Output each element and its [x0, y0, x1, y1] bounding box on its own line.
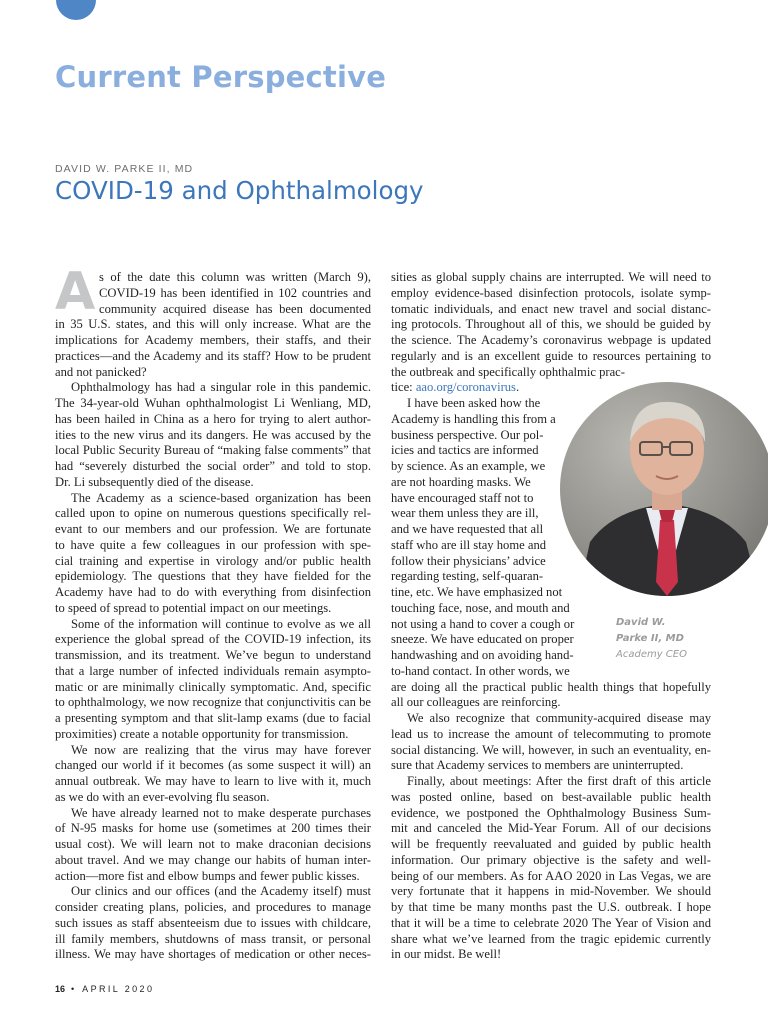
text-line: regarding testing, self-quaran-: [391, 569, 544, 584]
text-line: The Academy as a science-based organization has been: [71, 490, 371, 505]
caption-name-line2: Parke II, MD: [616, 633, 684, 644]
text-line: share what we’ve learned from the tragic epidemic currently: [391, 931, 711, 946]
text-line: evant to our members and our profession. We are fortunate: [55, 522, 371, 536]
text-line: sities as global supply chains are interrupted. We will need to: [391, 270, 711, 284]
text-line: matic or are minimally clinically symptomatic. And, specific: [55, 679, 371, 694]
text-line: very fortunate that it happens in mid-November. We should: [391, 884, 711, 899]
text-line: tine, etc. We have emphasized not: [391, 585, 563, 599]
text-line: illness. We may have shortages of medication or other neces-: [55, 947, 371, 962]
text-line: Academy is handling this from a: [391, 411, 556, 426]
corner-dot-decoration: [56, 0, 96, 20]
text-line: in 35 U.S. states, and this will only increase. What are the: [55, 317, 371, 332]
text-line: the outbreak and specifically ophthalmic prac-: [391, 364, 625, 379]
text-line: proximities) create a notable opportunity for transmission.: [55, 726, 349, 741]
text-line: community acquired disease has been documented: [99, 301, 371, 316]
text-line: evidence, we postponed the Ophthalmology Business Sum-: [391, 805, 711, 820]
text-fragment: tice:: [391, 380, 416, 395]
page-footer: [55, 984, 154, 994]
text-line: information. Our primary objective is the safety and well-: [391, 852, 711, 867]
text-line: mit and canceled the Mid-Year Forum. All of our decisions: [391, 821, 711, 836]
text-line: consider creating plans, policies, and procedures to manage: [55, 900, 371, 914]
text-line: annual outbreak. We may have to learn to live with it, much: [55, 774, 371, 788]
text-line: to have quite a few colleagues in our profession with spe-: [55, 537, 371, 552]
text-line: touching face, nose, and mouth and: [391, 600, 570, 615]
text-line: social distancing. We will, however, in such an eventuality, en-: [391, 742, 711, 757]
text-line: are not hoarding masks. We: [391, 474, 531, 489]
text-line: was posted online, based on best-available public health: [391, 789, 711, 804]
text-line: staff who are ill stay home and: [391, 537, 547, 552]
text-line: ities to the new virus and its dangers. He was accused by the: [55, 427, 371, 442]
text-line: have encouraged staff not to: [391, 490, 534, 505]
text-line: business perspective. Our pol-: [391, 427, 544, 442]
text-line: wear them unless they are ill,: [391, 506, 539, 521]
text-line: changed our world if it becomes (as some suspect it will) an: [55, 758, 371, 773]
text-line: implications for Academy members, their staffs, and their: [55, 333, 371, 347]
text-line: cial training and expertise in virology and/or public health: [55, 553, 371, 568]
text-line: by science. As an example, we: [391, 459, 546, 473]
text-line: in our midst. Be well!: [391, 947, 502, 962]
caption-role: Academy CEO: [616, 649, 687, 660]
text-line: and we have requested that all: [391, 522, 544, 536]
text-line: sure that Academy services to members are uninterrupted.: [391, 758, 684, 773]
link-suffix: .: [515, 380, 520, 395]
text-line: local Public Security Bureau of “making false comments” that: [55, 443, 371, 458]
text-line: handwashing and on avoiding hand-: [391, 648, 574, 662]
text-line: Ophthalmology has had a singular role in this pandemic.: [71, 380, 371, 395]
text-line: are doing all the practical public health things that hopefully: [391, 679, 711, 694]
author-byline: DAVID W. PARKE II, MD: [55, 163, 194, 175]
text-line: lead us to increase the amount of telecommuting to promote: [391, 726, 711, 741]
drop-cap: A: [55, 262, 96, 322]
text-line: ing protocols. Throughout all of this, we should be guided by: [391, 317, 711, 332]
article-title: COVID-19 and Ophthalmology: [55, 176, 424, 205]
coronavirus-link[interactable]: aao.org/coronavirus: [415, 380, 516, 395]
text-line: follow their physicians’ advice: [391, 553, 546, 568]
footer-separator: •: [71, 984, 75, 994]
text-line: employ evidence-based disinfection protocols, isolate symp-: [391, 285, 711, 300]
text-line: about travel. And we may change our habits of human inter-: [55, 852, 371, 867]
text-line: We also recognize that community-acquired disease may: [407, 711, 711, 725]
text-line: will be frequently reevaluated and guided by public health: [391, 837, 711, 851]
text-line: sneeze. We have educated on proper: [391, 632, 574, 647]
text-line: experience the global spread of the COVID-19 infection, its: [55, 632, 371, 647]
author-photo: [560, 382, 768, 596]
text-line: that it will be a time to celebrate 2020 The Year of Vision and: [391, 915, 711, 930]
text-line: action—more fist and elbow bumps and fewer public kisses.: [55, 868, 360, 883]
text-line: I have been asked how the: [407, 396, 541, 410]
text-line: being of our members. As for AAO 2020 in Las Vegas, we are: [391, 868, 711, 883]
text-line: that a large number of infected individuals remain asympto-: [55, 663, 371, 678]
text-line: as we do with an ever-evolving flu season.: [55, 789, 270, 804]
text-line: usual cost). We will learn not to make draconian decisions: [55, 837, 371, 851]
text-line: of N-95 masks for home use (sometimes at 200 times their: [55, 821, 371, 836]
text-line: a presenting symptom and that slit-lamp exams (due to facial: [55, 711, 371, 725]
text-line: We have already learned not to make desperate purchases: [71, 805, 371, 820]
text-line: tomatic individuals, and enact new travel and social distanc-: [391, 301, 711, 316]
text-line: regularly and is an excellent guide to resources pertaining to: [391, 348, 711, 363]
text-line: Academy have had to do with everything from disinfection: [55, 585, 371, 599]
text-line: COVID-19 has been identified in 102 countries and: [99, 285, 371, 300]
text-line: The 34-year-old Wuhan ophthalmologist Li Wenliang, MD,: [55, 396, 371, 410]
issue-date: APRIL 2020: [82, 984, 155, 994]
text-line: has been hailed in China as a hero for trying to alert author-: [55, 411, 371, 426]
text-line: not using a hand to cover a cough or: [391, 616, 575, 631]
text-line: to ophthalmology, we now recognize that conjunctivitis can be: [55, 695, 371, 710]
article-left-column: [55, 270, 371, 963]
text-line: had “severely disturbed the social order” and told to stop.: [55, 459, 371, 473]
text-line: by that time be many months past the U.S. outbreak. I hope: [391, 900, 711, 914]
text-line: s of the date this column was written (March 9),: [99, 270, 371, 284]
caption-name-line1: David W.: [616, 617, 666, 628]
photo-caption: [616, 615, 687, 663]
text-line: to-hand contact. In other words, we: [391, 663, 570, 678]
text-line: icies and tactics are informed: [391, 443, 539, 458]
text-line: called upon to opine on numerous questions specifically rel-: [55, 506, 371, 521]
text-line: the science. The Academy’s coronavirus webpage is updated: [391, 333, 711, 347]
text-line: ill family members, shutdowns of mass transit, or personal: [55, 931, 371, 946]
text-line: Our clinics and our offices (and the Academy itself) must: [71, 884, 371, 899]
text-line: all our colleagues are reinforcing.: [391, 695, 561, 710]
text-line: to speed of spread to potential impact on our meetings.: [55, 600, 332, 615]
text-line: transmission, and its treatment. We’ve begun to understand: [55, 648, 371, 662]
text-line: epidemiology. The questions that they have fielded for the: [55, 569, 371, 584]
text-line: Finally, about meetings: After the first draft of this article: [407, 774, 711, 788]
section-title: Current Perspective: [55, 60, 387, 94]
text-line: practices—and the Academy and its staff? How to be prudent: [55, 348, 371, 363]
text-line: Dr. Li subsequently died of the disease.: [55, 474, 254, 489]
text-line: such issues as staff absenteeism due to issues with childcare,: [55, 915, 371, 930]
text-line: Some of the information will continue to evolve as we all: [71, 616, 371, 631]
author-portrait-illustration: [560, 382, 768, 596]
page-number: 16: [55, 984, 66, 994]
text-line: and not panicked?: [55, 364, 147, 379]
text-line: We now are realizing that the virus may have forever: [71, 742, 371, 757]
